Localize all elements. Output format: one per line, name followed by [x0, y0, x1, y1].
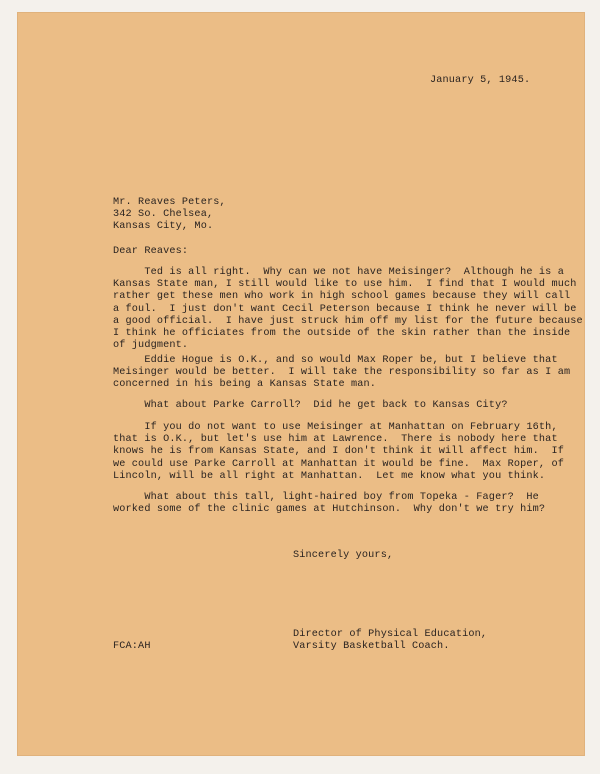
signature-title-2: Varsity Basketball Coach. — [293, 641, 450, 652]
body-paragraph-2: Eddie Hogue is O.K., and so would Max Roper be, but I believe that Meisinger would be better. I will take the responsibility so far as I am concerned in his being a Kansas State man. — [113, 355, 571, 391]
typist-initials: FCA:AH — [113, 641, 151, 652]
body-paragraph-5: What about this tall, light-haired boy from Topeka - Fager? He worked some of the clinic games at Hutchinson. Why don't we try him? — [113, 492, 546, 516]
body-paragraph-3: What about Parke Carroll? Did he get back to Kansas City? — [113, 400, 508, 411]
closing: Sincerely yours, — [293, 550, 394, 561]
body-paragraph-1: Ted is all right. Why can we not have Meisinger? Although he is a Kansas State man, I still would like to use him. I find that I would much rather get these men who work in high school games because they will call a foul. I just don't want Cecil Peterson because I think he never will be a good official. I have just struck him off my list for the future because I think he officiates from the outside of the skin rather than the inside of judgment. — [113, 267, 583, 352]
recipient-street: 342 So. Chelsea, — [113, 209, 214, 220]
body-paragraph-4: If you do not want to use Meisinger at Manhattan on February 16th, that is O.K., but let's use him at Lawrence. There is nobody here that knows he is from Kansas State, and I don't think it will affect him. If we could use Parke Carroll at Manhattan it would be fine. Max Roper, of Lincoln, will be all right at Manhattan. Let me know what you think. — [113, 422, 564, 482]
recipient-name: Mr. Reaves Peters, — [113, 197, 226, 208]
salutation: Dear Reaves: — [113, 246, 189, 257]
letter-date: January 5, 1945. — [430, 75, 531, 86]
signature-title-1: Director of Physical Education, — [293, 629, 488, 640]
letter-page — [17, 12, 585, 756]
recipient-city: Kansas City, Mo. — [113, 221, 214, 232]
